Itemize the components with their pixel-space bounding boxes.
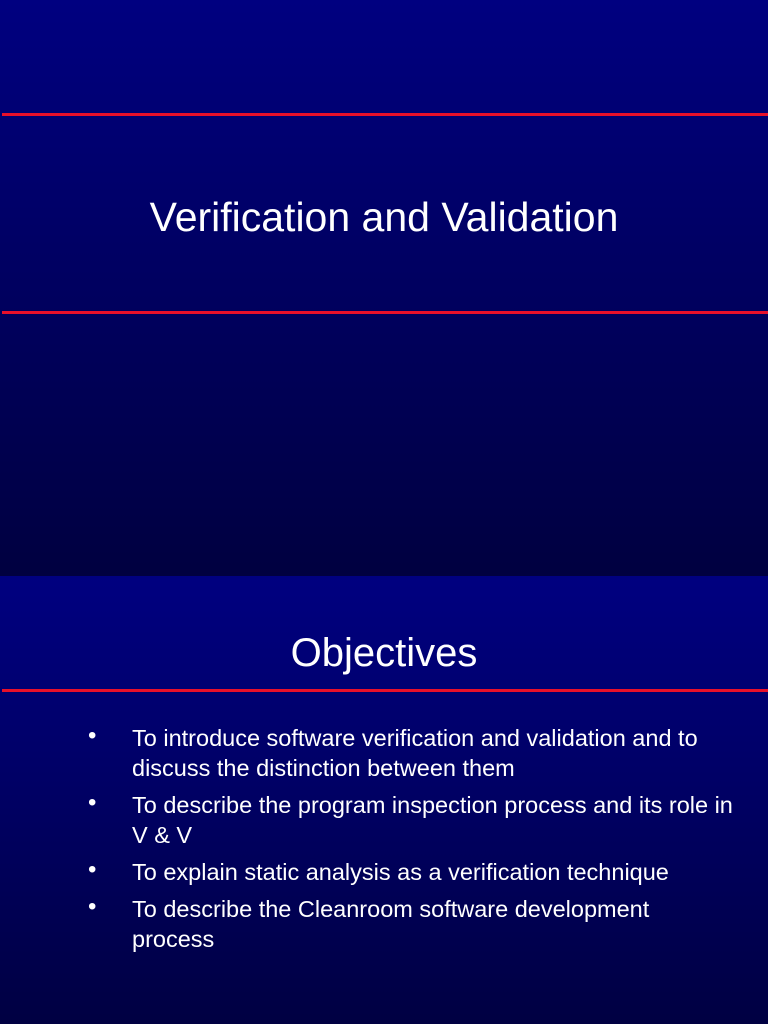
bullet-icon: •: [88, 893, 97, 920]
list-item-text: To describe the program inspection process and its role in V & V: [132, 792, 733, 848]
list-item-text: To explain static analysis as a verification technique: [132, 859, 669, 885]
slide-title: Verification and Validation: [149, 194, 619, 240]
list-item-text: To introduce software verification and validation and to discuss the distinction between them: [132, 725, 698, 781]
bullet-icon: •: [88, 722, 97, 749]
top-divider-line: [2, 113, 768, 116]
bottom-divider-line: [2, 311, 768, 314]
list-item-text: To describe the Cleanroom software development process: [132, 896, 650, 952]
list-item: [0, 857, 768, 887]
objectives-list: [0, 723, 768, 961]
heading-divider-line: [2, 689, 768, 692]
list-item: [0, 723, 768, 783]
bullet-icon: •: [88, 789, 97, 816]
list-item: [0, 894, 768, 954]
objectives-slide: [0, 576, 768, 1024]
slide-heading: Objectives: [290, 631, 478, 675]
bullet-icon: •: [88, 856, 97, 883]
list-item: [0, 790, 768, 850]
